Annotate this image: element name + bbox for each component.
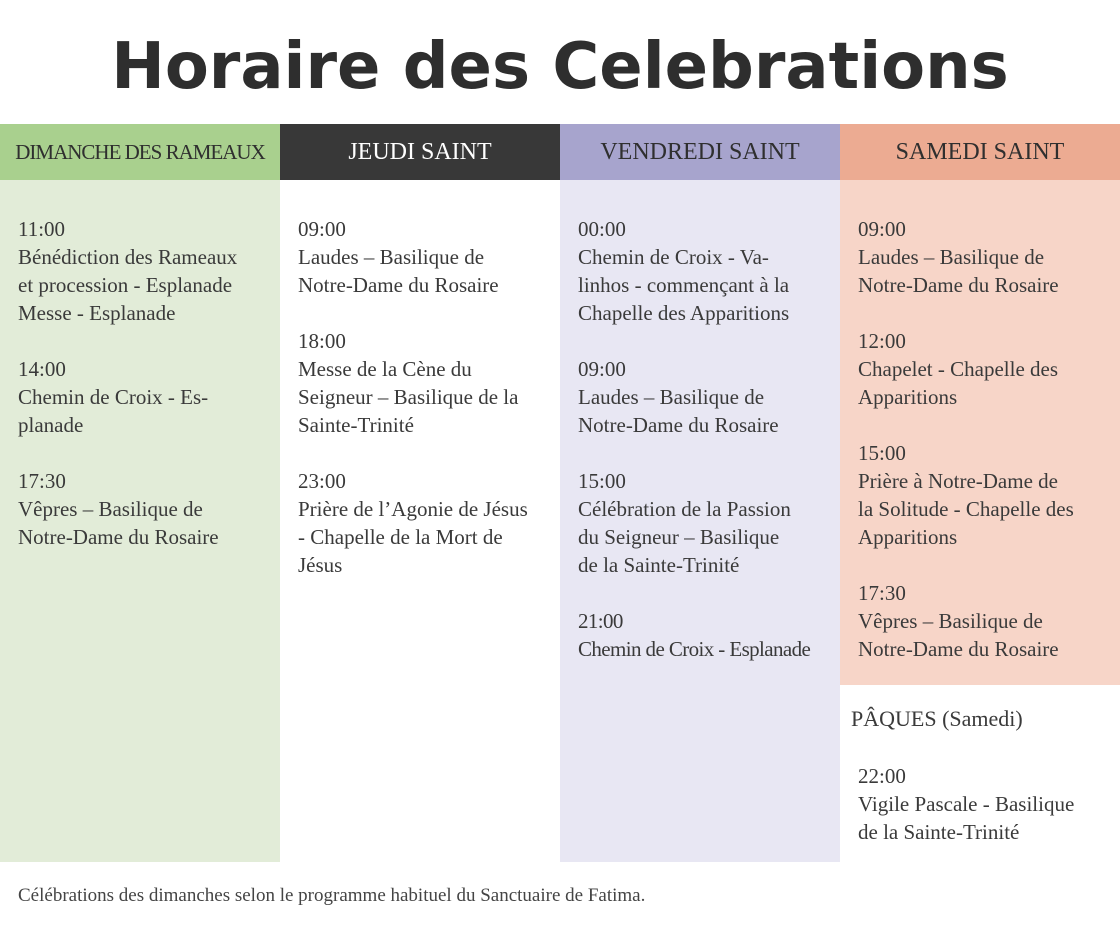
column-header: VENDREDI SAINT: [560, 124, 840, 180]
event-item: [18, 215, 280, 327]
column-jeudi-saint: [280, 124, 560, 862]
event-item: [578, 355, 840, 439]
event-item: [18, 467, 280, 551]
event-item: [298, 215, 560, 299]
column-body: [560, 180, 840, 862]
event-time: 23:00: [298, 469, 346, 493]
event-item: [578, 607, 840, 663]
event-description: Prière de l’Agonie de Jésus - Chapelle de la Mort de Jésus: [298, 497, 528, 577]
event-time: 09:00: [858, 217, 906, 241]
column-body: [280, 180, 560, 862]
column-samedi-saint: [840, 124, 1120, 685]
event-item: [18, 355, 280, 439]
event-item: [298, 467, 560, 579]
event-description: Chemin de Croix - Va- linhos - commençant à la Chapelle des Apparitions: [578, 245, 790, 325]
event-description: Chapelet - Chapelle des Apparitions: [858, 357, 1059, 409]
event-time: 17:30: [858, 581, 906, 605]
event-description: Laudes – Basilique de Notre-Dame du Rosaire: [298, 245, 499, 297]
page-title: Horaire des Celebrations: [111, 30, 1009, 104]
event-time: 12:00: [858, 329, 906, 353]
event-item: [858, 327, 1120, 411]
column-header: DIMANCHE DES RAMEAUX: [0, 124, 280, 180]
event-description: Chemin de Croix - Es- planade: [18, 385, 209, 437]
event-description: Prière à Notre-Dame de la Solitude - Chapelle des Apparitions: [858, 469, 1074, 549]
event-time: 00:00: [578, 217, 626, 241]
column-body: [840, 180, 1120, 685]
event-item: [298, 327, 560, 439]
event-time: 14:00: [18, 357, 66, 381]
event-time: 17:30: [18, 469, 66, 493]
event-time: 09:00: [578, 357, 626, 381]
event-item: [858, 762, 1074, 846]
column-body: [0, 180, 280, 862]
paques-heading: PÂQUES (Samedi): [851, 706, 1023, 731]
event-description: Bénédiction des Rameaux et procession - Esplanade Messe - Esplanade: [18, 245, 238, 325]
event-time: 21:00: [578, 609, 623, 633]
column-header: JEUDI SAINT: [280, 124, 560, 180]
event-time: 15:00: [578, 469, 626, 493]
event-time: 15:00: [858, 441, 906, 465]
event-item: [858, 215, 1120, 299]
event-description: Vêpres – Basilique de Notre-Dame du Rosaire: [858, 609, 1059, 661]
event-item: [858, 579, 1120, 663]
event-description: Laudes – Basilique de Notre-Dame du Rosaire: [858, 245, 1059, 297]
event-description: Célébration de la Passion du Seigneur – Basilique de la Sainte-Trinité: [578, 497, 791, 577]
event-item: [578, 467, 840, 579]
event-time: 09:00: [298, 217, 346, 241]
footer-note: Célébrations des dimanches selon le programme habituel du Sanctuaire de Fatima.: [18, 885, 646, 906]
event-item: [578, 215, 840, 327]
column-dimanche-des-rameaux: [0, 124, 280, 862]
column-vendredi-saint: [560, 124, 840, 862]
event-item: [858, 439, 1120, 551]
event-description: Laudes – Basilique de Notre-Dame du Rosaire: [578, 385, 779, 437]
event-description: Chemin de Croix - Esplanade: [578, 637, 811, 661]
event-time: 22:00: [858, 764, 906, 788]
column-header: SAMEDI SAINT: [840, 124, 1120, 180]
event-description: Vigile Pascale - Basilique de la Sainte-Trinité: [858, 792, 1075, 844]
event-description: Vêpres – Basilique de Notre-Dame du Rosaire: [18, 497, 219, 549]
event-time: 11:00: [18, 217, 66, 241]
event-description: Messe de la Cène du Seigneur – Basilique de la Sainte-Trinité: [298, 357, 519, 437]
event-time: 18:00: [298, 329, 346, 353]
